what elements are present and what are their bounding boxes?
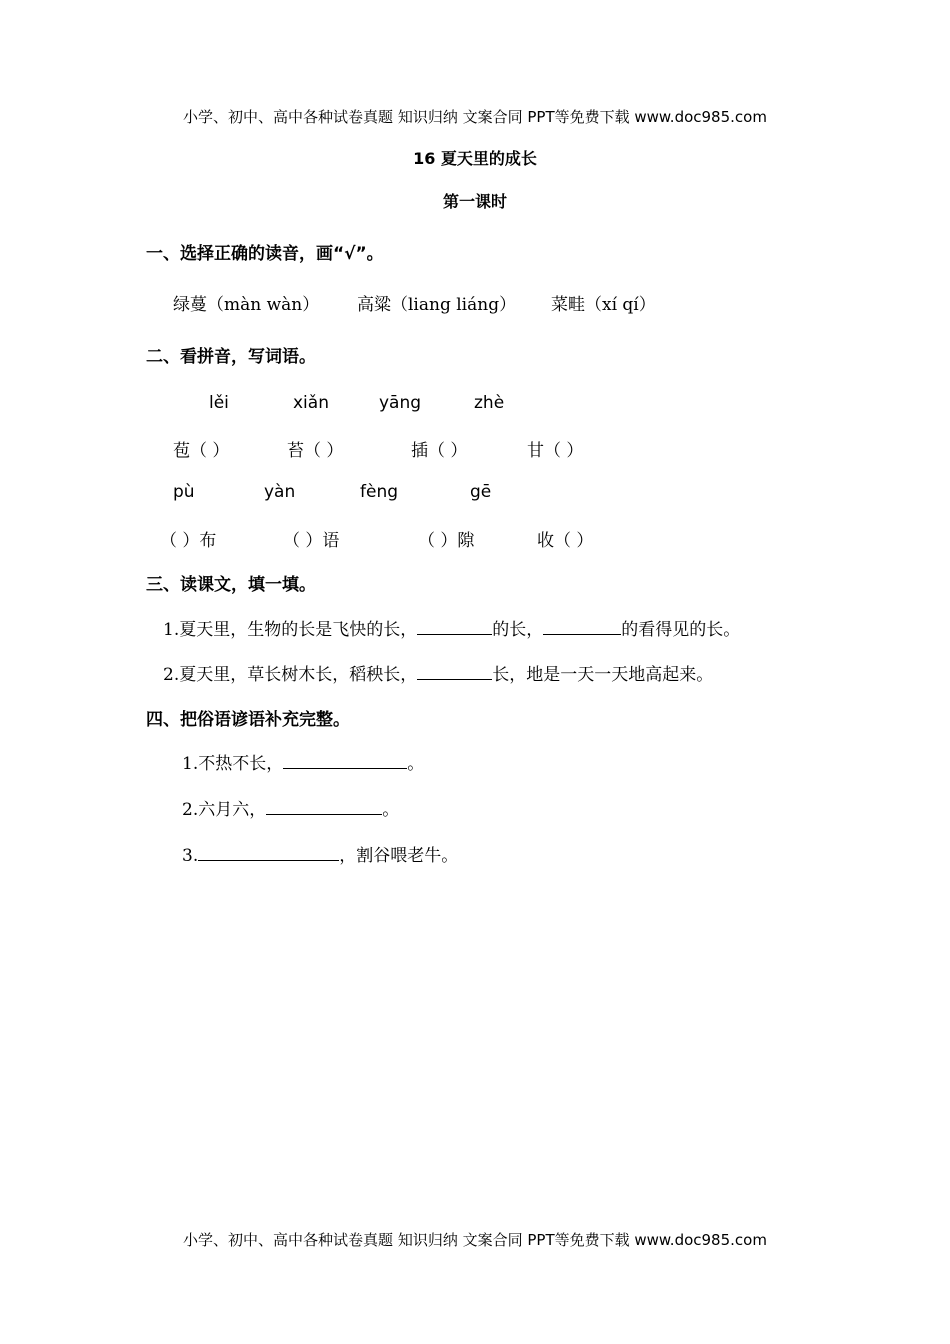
answer-blank[interactable] [417, 663, 492, 680]
section2-heading: 二、看拼音，写词语。 [146, 347, 316, 367]
fill-question-1 [163, 615, 740, 640]
section1-item: 高粱（liang liáng） [357, 295, 517, 315]
question-text: ，割谷喂老牛。 [339, 846, 459, 866]
question-text: 1.夏天里，生物的长是飞快的长， [163, 620, 418, 640]
word-blank: 收（ ） [537, 531, 594, 551]
question-text: 的看得见的长。 [621, 620, 741, 640]
pinyin-label: yàn [264, 482, 296, 502]
proverb-question-3 [182, 841, 458, 866]
answer-blank[interactable] [283, 752, 407, 769]
word-blank: （ ）语 [283, 531, 340, 551]
pinyin-label: fèng [360, 482, 399, 502]
word-blank: 甘（ ） [527, 441, 584, 461]
proverb-question-2 [182, 795, 399, 820]
answer-blank[interactable] [266, 798, 382, 815]
header-banner: 小学、初中、高中各种试卷真题 知识归纳 文案合同 PPT等免费下载 www.doc985.com [183, 108, 767, 126]
section4-heading: 四、把俗语谚语补充完整。 [146, 710, 350, 730]
answer-blank[interactable] [543, 618, 621, 635]
question-text: 的长， [492, 620, 544, 640]
answer-blank[interactable] [417, 618, 492, 635]
proverb-question-1 [182, 749, 424, 774]
word-blank: （ ）隙 [418, 531, 475, 551]
pinyin-label: yāng [379, 393, 422, 413]
footer-banner: 小学、初中、高中各种试卷真题 知识归纳 文案合同 PPT等免费下载 www.doc985.com [183, 1231, 767, 1249]
lesson-subtitle: 第一课时 [442, 192, 507, 211]
question-text: 2.六月六， [182, 800, 267, 820]
section1-item: 菜畦（xí qí） [551, 295, 656, 315]
section3-heading: 三、读课文，填一填。 [146, 575, 316, 595]
word-blank: 苔（ ） [287, 441, 344, 461]
section1-heading: 一、选择正确的读音，画“√”。 [146, 244, 384, 264]
answer-blank[interactable] [198, 844, 339, 861]
question-text: 。 [407, 754, 425, 774]
pinyin-label: pù [173, 482, 195, 502]
section1-item: 绿蔓（màn wàn） [173, 295, 320, 315]
pinyin-label: xiǎn [293, 393, 329, 413]
question-text: 2.夏天里，草长树木长，稻秧长， [163, 665, 418, 685]
question-text: 。 [382, 800, 400, 820]
question-text: 1.不热不长， [182, 754, 284, 774]
question-text: 3. [182, 846, 199, 866]
word-blank: 苞（ ） [173, 441, 230, 461]
fill-question-2 [163, 660, 713, 685]
pinyin-label: zhè [474, 393, 505, 413]
lesson-title: 16 夏天里的成长 [413, 149, 537, 168]
question-text: 长，地是一天一天地高起来。 [492, 665, 714, 685]
pinyin-label: lěi [209, 393, 229, 413]
pinyin-label: gē [470, 482, 492, 502]
word-blank: （ ）布 [160, 531, 217, 551]
word-blank: 插（ ） [411, 441, 468, 461]
